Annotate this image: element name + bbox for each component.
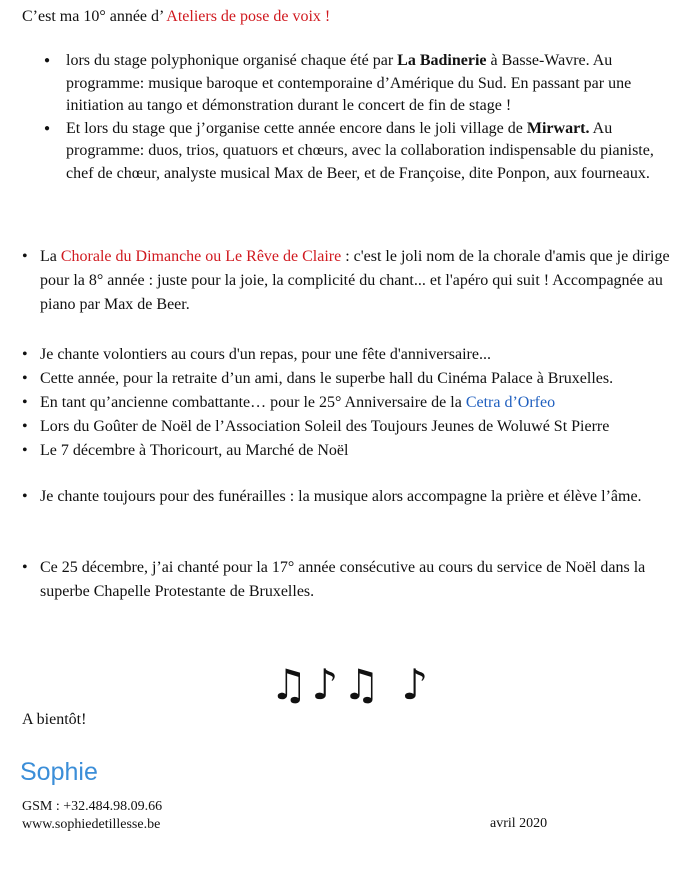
list-item: [40, 118, 680, 186]
funerailles-list: [22, 485, 682, 509]
list-item: • Je chante volontiers au cours d'un repas, pour une fête d'anniversaire...: [22, 343, 682, 367]
intro-text: C’est ma 10° année d’: [22, 8, 167, 25]
events-list: [22, 343, 682, 463]
ateliers-highlight: Ateliers de pose de voix !: [166, 8, 331, 25]
item-text: En tant qu’ancienne combattante… pour le 25° Anniversaire de la: [40, 394, 466, 411]
item-text: : c'est le joli nom de la chorale d'amis que je dirige pour la 8° année : juste pour la joie, la complicité du chant... et l'apéro qui suit ! Accompagnée au piano par Max de Beer.: [40, 248, 670, 313]
chorale-highlight: Chorale du Dimanche ou Le Rêve de Claire: [60, 248, 342, 265]
cetra-orfeo-link[interactable]: Cetra d’Orfeo: [465, 394, 556, 411]
list-item: [22, 391, 682, 415]
noel-list: [22, 556, 682, 604]
website-link[interactable]: www.sophiedetillesse.be: [22, 817, 161, 832]
item-text: Et lors du stage que j’organise cette année encore dans le joli village de: [66, 119, 527, 137]
closing-text: A bientôt!: [22, 711, 87, 728]
mirwart-bold: Mirwart.: [526, 119, 590, 137]
list-item: • Ce 25 décembre, j’ai chanté pour la 17° année consécutive au cours du service de Noël dans la superbe Chapelle Protestante de Bruxelles.: [22, 556, 682, 604]
item-text: Au programme: duos, trios, quatuors et chœurs, avec la collaboration indispensable du pianiste, chef de chœur, analyste musical Max de Beer, et de Françoise, dite Ponpon, aux fourneaux.: [66, 119, 654, 182]
list-item: [22, 245, 682, 317]
list-item: • Le 7 décembre à Thoricourt, au Marché de Noël: [22, 439, 682, 463]
music-notes-icon: ♫♪♫ ♪: [270, 660, 433, 709]
signature: Sophie: [20, 758, 98, 786]
ateliers-list: [40, 50, 680, 185]
list-item: • Je chante toujours pour des funérailles : la musique alors accompagne la prière et élève l’âme.: [22, 485, 682, 509]
chorale-list: [22, 245, 682, 317]
list-item: [40, 50, 680, 118]
item-text: lors du stage polyphonique organisé chaque été par: [66, 52, 398, 69]
list-item: • Lors du Goûter de Noël de l’Association Soleil des Toujours Jeunes de Woluwé St Pierre: [22, 415, 682, 439]
document-date: avril 2020: [490, 816, 548, 831]
item-text: La: [40, 248, 61, 265]
gsm-number: GSM : +32.484.98.09.66: [22, 799, 163, 814]
list-item: • Cette année, pour la retraite d’un ami, dans le superbe hall du Cinéma Palace à Bruxelles.: [22, 367, 682, 391]
contact-block: [22, 798, 162, 834]
badinerie-bold: La Badinerie: [397, 52, 487, 69]
intro-line: [22, 6, 700, 28]
item-text: à Basse-Wavre. Au programme: musique baroque et contemporaine d’Amérique du Sud. En passant par une initiation au tango et démonstration durant le concert de fin de stage !: [66, 52, 632, 114]
